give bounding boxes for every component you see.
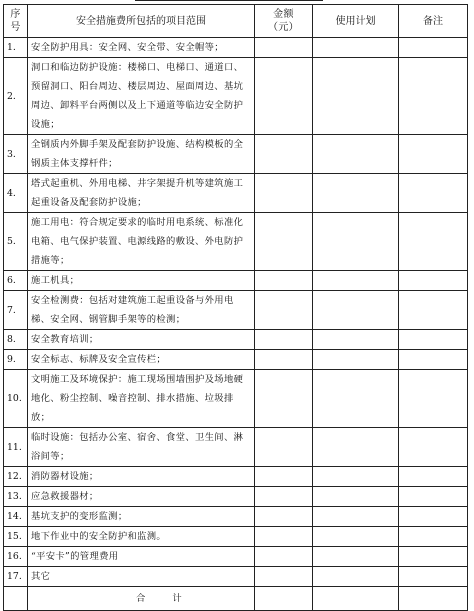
- item-amount-cell[interactable]: [255, 487, 313, 507]
- item-amount-cell[interactable]: [255, 291, 313, 330]
- table-row: [4, 330, 468, 350]
- table-row: [4, 370, 468, 428]
- table-row: [4, 58, 468, 135]
- item-number: 8.: [4, 330, 28, 350]
- item-amount-cell[interactable]: [255, 213, 313, 271]
- header-seq: 序 号: [4, 5, 28, 38]
- item-remarks-cell[interactable]: [399, 547, 468, 567]
- table-row: [4, 547, 468, 567]
- total-seq-cell: [4, 587, 28, 611]
- item-plan-cell[interactable]: [313, 350, 399, 370]
- item-amount-cell[interactable]: [255, 174, 313, 213]
- table-row: [4, 135, 468, 174]
- item-plan-cell[interactable]: [313, 428, 399, 467]
- total-label-left: 合: [136, 593, 146, 604]
- header-amount: 金额 （元）: [255, 5, 313, 38]
- item-description: 基坑支护的变形监测；: [28, 507, 255, 527]
- item-plan-cell[interactable]: [313, 487, 399, 507]
- item-plan-cell[interactable]: [313, 330, 399, 350]
- item-description: 消防器材设施；: [28, 467, 255, 487]
- item-description: 其它: [28, 567, 255, 587]
- item-description: 安全教育培训；: [28, 330, 255, 350]
- table-row: [4, 271, 468, 291]
- item-remarks-cell[interactable]: [399, 567, 468, 587]
- item-remarks-cell[interactable]: [399, 135, 468, 174]
- item-amount-cell[interactable]: [255, 467, 313, 487]
- item-description: 临时设施：包括办公室、宿舍、食堂、卫生间、淋 浴间等；: [28, 428, 255, 467]
- item-plan-cell[interactable]: [313, 467, 399, 487]
- item-amount-cell[interactable]: [255, 547, 313, 567]
- item-number: 3.: [4, 135, 28, 174]
- item-description: 安全标志、标牌及安全宣传栏；: [28, 350, 255, 370]
- item-remarks-cell[interactable]: [399, 38, 468, 58]
- item-amount-cell[interactable]: [255, 135, 313, 174]
- item-description: 应急救援器材；: [28, 487, 255, 507]
- item-remarks-cell[interactable]: [399, 271, 468, 291]
- table-row: [4, 350, 468, 370]
- table-row: [4, 291, 468, 330]
- item-number: 14.: [4, 507, 28, 527]
- item-amount-cell[interactable]: [255, 370, 313, 428]
- header-plan: 使用计划: [313, 5, 399, 38]
- item-description: 文明施工及环境保护：施工现场围墙围护及场地硬 地化、粉尘控制、噪音控制、排水措施、垃圾排放；: [28, 370, 255, 428]
- item-amount-cell[interactable]: [255, 271, 313, 291]
- item-number: 17.: [4, 567, 28, 587]
- item-amount-cell[interactable]: [255, 567, 313, 587]
- item-number: 15.: [4, 527, 28, 547]
- item-description: 施工用电：符合规定要求的临时用电系统、标准化 电箱、电气保护装置、电源线路的敷设、外电防护 措施等；: [28, 213, 255, 271]
- item-plan-cell[interactable]: [313, 174, 399, 213]
- total-amount-cell[interactable]: [255, 587, 313, 611]
- total-plan-cell[interactable]: [313, 587, 399, 611]
- item-plan-cell[interactable]: [313, 213, 399, 271]
- item-plan-cell[interactable]: [313, 58, 399, 135]
- item-description: 全钢质内外脚手架及配套防护设施、结构模板的全 钢质主体支撑杆件；: [28, 135, 255, 174]
- item-plan-cell[interactable]: [313, 38, 399, 58]
- item-remarks-cell[interactable]: [399, 467, 468, 487]
- item-plan-cell[interactable]: [313, 567, 399, 587]
- table-row: [4, 527, 468, 547]
- item-remarks-cell[interactable]: [399, 58, 468, 135]
- safety-fee-table: [3, 4, 468, 611]
- item-plan-cell[interactable]: [313, 370, 399, 428]
- total-remarks-cell[interactable]: [399, 587, 468, 611]
- item-amount-cell[interactable]: [255, 428, 313, 467]
- item-description: 地下作业中的安全防护和监测。: [28, 527, 255, 547]
- item-number: 5.: [4, 213, 28, 271]
- item-remarks-cell[interactable]: [399, 213, 468, 271]
- item-amount-cell[interactable]: [255, 38, 313, 58]
- item-amount-cell[interactable]: [255, 527, 313, 547]
- item-number: 7.: [4, 291, 28, 330]
- item-remarks-cell[interactable]: [399, 487, 468, 507]
- item-description: 施工机具；: [28, 271, 255, 291]
- item-amount-cell[interactable]: [255, 58, 313, 135]
- item-description: 洞口和临边防护设施：楼梯口、电梯口、通道口、 预留洞口、阳台周边、楼层周边、屋面周边、基坑 周边、卸料平台两侧以及上下通道等临边安全防护 设施；: [28, 58, 255, 135]
- item-amount-cell[interactable]: [255, 507, 313, 527]
- total-label-right: 计: [172, 593, 182, 604]
- item-remarks-cell[interactable]: [399, 370, 468, 428]
- item-number: 4.: [4, 174, 28, 213]
- item-plan-cell[interactable]: [313, 527, 399, 547]
- item-remarks-cell[interactable]: [399, 174, 468, 213]
- item-amount-cell[interactable]: [255, 350, 313, 370]
- item-number: 10.: [4, 370, 28, 428]
- item-description: 安全防护用具：安全网、安全带、安全帽等；: [28, 38, 255, 58]
- header-row: [4, 5, 468, 38]
- item-remarks-cell[interactable]: [399, 291, 468, 330]
- header-remarks: 备注: [399, 5, 468, 38]
- table-row: [4, 174, 468, 213]
- item-plan-cell[interactable]: [313, 291, 399, 330]
- item-description: 塔式起重机、外用电梯、井字架提升机等建筑施工 起重设备及配套防护设施；: [28, 174, 255, 213]
- item-number: 16.: [4, 547, 28, 567]
- item-remarks-cell[interactable]: [399, 428, 468, 467]
- item-remarks-cell[interactable]: [399, 507, 468, 527]
- item-amount-cell[interactable]: [255, 330, 313, 350]
- table-row: [4, 567, 468, 587]
- item-remarks-cell[interactable]: [399, 350, 468, 370]
- item-number: 12.: [4, 467, 28, 487]
- item-number: 2.: [4, 58, 28, 135]
- item-description: “平安卡”的管理费用: [28, 547, 255, 567]
- total-row: [4, 587, 468, 611]
- item-plan-cell[interactable]: [313, 271, 399, 291]
- table-row: [4, 507, 468, 527]
- item-number: 9.: [4, 350, 28, 370]
- item-remarks-cell[interactable]: [399, 527, 468, 547]
- item-description: 安全检测费：包括对建筑施工起重设备与外用电 梯、安全网、钢管脚手架等的检测；: [28, 291, 255, 330]
- item-plan-cell[interactable]: [313, 507, 399, 527]
- table-row: [4, 38, 468, 58]
- item-number: 11.: [4, 428, 28, 467]
- item-number: 13.: [4, 487, 28, 507]
- table-row: [4, 487, 468, 507]
- table-row: [4, 467, 468, 487]
- item-plan-cell[interactable]: [313, 547, 399, 567]
- header-scope: 安全措施费所包括的项目范围: [28, 5, 255, 38]
- top-border-line: [135, 0, 323, 1]
- item-number: 6.: [4, 271, 28, 291]
- item-plan-cell[interactable]: [313, 135, 399, 174]
- item-number: 1.: [4, 38, 28, 58]
- table-row: [4, 428, 468, 467]
- table-row: [4, 213, 468, 271]
- total-label: [28, 587, 255, 611]
- item-remarks-cell[interactable]: [399, 330, 468, 350]
